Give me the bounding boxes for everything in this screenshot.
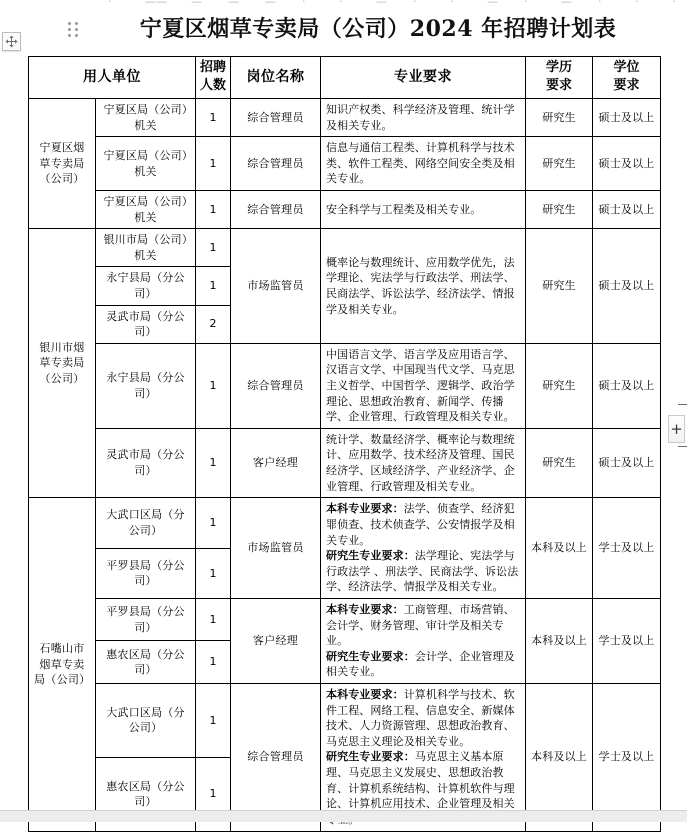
major-requirement-lead: 本科专业要求： [326,602,404,616]
unit-group-line: 局（公司） [34,673,91,687]
cell-recruit-count: 1 [196,137,231,191]
major-requirement-text: 计算机科学与技术、软件工程、网络工程、信息安全、新媒体技术、人力资源管理、思想政治教育、马克思主义理论及相关专业。 [326,688,515,748]
clipped-text-fragment: — [376,0,387,7]
unit-group-line: 宁夏区烟 [39,141,85,155]
cell-unit-name: 大武口区局（分公司） [96,684,196,758]
major-requirement-text: 中国语言文学、语言学及应用语言学、汉语言文学、中国现当代文学、马克思主义哲学、中国哲学、逻辑学、政治学理论、思想政治教育、新闻学、传播学、企业管理、行政管理及相关专业。 [326,347,515,424]
table-row [29,684,661,758]
major-requirement-lead: 研究生专业要求： [326,750,415,764]
column-header-education-line2: 要求 [545,78,572,94]
add-column-button[interactable]: + [668,415,685,443]
major-requirement-paragraph [326,432,520,494]
major-requirement-text: 知识产权类、科学经济及管理、统计学及相关专业。 [326,102,515,132]
column-header-degree-line1: 学位 [613,60,640,75]
major-requirement-lead: 研究生专业要求： [326,649,415,663]
major-requirement-lead: 研究生专业要求： [326,549,415,563]
table-header-row [29,57,661,99]
cell-degree-requirement: 硕士及以上 [593,190,661,228]
major-requirement-paragraph [326,602,520,649]
drag-dot [75,28,78,31]
cell-degree-requirement: 学士及以上 [593,684,661,831]
cell-unit-group [29,98,96,228]
unit-group-line: 银川市烟 [39,340,85,354]
clipped-text-fragment: · [302,0,306,7]
major-requirement-text: 法学理论、宪法学与行政法学 、刑法学、民商法学、诉讼法学、经济法学、情报学及相关专业。 [326,549,519,594]
cell-post-name: 综合管理员 [231,190,321,228]
cell-unit-name: 平罗县局（分公司） [96,548,196,598]
table-row [29,137,661,191]
clipped-text-fragment: · [524,0,528,7]
cell-post-name: 客户经理 [231,428,321,497]
recruitment-plan-table-wrap [28,56,660,832]
cell-recruit-count: 1 [196,229,231,267]
cell-education-requirement: 研究生 [526,190,593,228]
table-row [29,229,661,267]
table-row [29,428,661,497]
cell-major-requirement [321,498,526,599]
unit-group-line: 草专卖局 [39,356,85,370]
clipped-text-fragment: · [108,0,112,7]
cell-degree-requirement: 学士及以上 [593,598,661,683]
cell-degree-requirement: 硕士及以上 [593,428,661,497]
edge-tick-upper [678,404,687,405]
cell-unit-name: 永宁县局（分公司） [96,267,196,305]
table-header [29,57,661,99]
cell-degree-requirement: 学士及以上 [593,498,661,599]
major-requirement-paragraph [326,347,520,425]
cell-education-requirement: 研究生 [526,137,593,191]
column-header-education-line1: 学历 [545,60,572,75]
cell-post-name: 综合管理员 [231,98,321,136]
cell-education-requirement: 本科及以上 [526,684,593,831]
cell-unit-name: 大武口区局（分公司） [96,498,196,548]
column-header-count-line2: 人数 [199,78,226,94]
cell-unit-name: 宁夏区局（公司）机关 [96,98,196,136]
major-requirement-paragraph [326,501,520,548]
clipped-text-fragment: — [265,0,276,7]
cell-recruit-count: 1 [196,757,231,831]
major-requirement-text: 工商管理、市场营销、会计学、财务管理、审计学及相关专业。 [326,602,515,648]
cell-unit-name: 灵武市局（分公司） [96,305,196,343]
major-requirement-text: 会计学、企业管理及相关专业。 [326,649,515,679]
column-header-unit: 用人单位 [29,57,196,99]
major-requirement-paragraph [326,202,520,218]
major-requirement-paragraph [326,649,520,680]
document-title: 宁夏区烟草专卖局（公司）2024 年招聘计划表 [139,16,617,42]
column-header-degree [593,57,661,99]
cell-major-requirement [321,98,526,136]
column-header-count [196,57,231,99]
cell-unit-name: 灵武市局（分公司） [96,428,196,497]
cell-unit-name: 永宁县局（分公司） [96,343,196,428]
major-requirement-text: 安全科学与工程类及相关专业。 [326,202,482,216]
cell-unit-group [29,498,96,831]
cell-post-name: 综合管理员 [231,137,321,191]
major-requirement-text: 马克思主义基本原理、马克思主义发展史、思想政治教育、计算机系统结构、计算机软件与理论、计算机应用技术、企业管理及相关 [326,750,515,811]
table-row [29,498,661,548]
cell-unit-name: 宁夏区局（公司）机关 [96,190,196,228]
column-header-post: 岗位名称 [231,57,321,99]
table-row [29,190,661,228]
unit-group-line: 草专卖局 [39,156,85,170]
clipped-text-fragment: — [191,0,202,7]
bottom-chrome-bar [0,810,687,822]
drag-dot [75,34,78,37]
column-header-count-line1: 招聘 [199,60,226,75]
major-requirement-lead: 本科专业要求： [326,502,404,516]
table-row [29,598,661,641]
clipped-text-fragment: — [228,0,239,7]
unit-group-line: （公司） [39,172,85,186]
recruitment-plan-table [28,56,661,832]
column-header-degree-line2: 要求 [613,78,640,94]
unit-group-line: 石嘴山市 [39,641,85,655]
cell-unit-name: 银川市局（公司）机关 [96,229,196,267]
major-requirement-paragraph [326,687,520,749]
clipped-text-sliver [0,0,687,7]
cell-recruit-count: 1 [196,98,231,136]
cell-recruit-count: 1 [196,343,231,428]
major-requirement-paragraph [326,140,520,187]
cell-post-name: 市场监管员 [231,498,321,599]
cell-recruit-count: 1 [196,428,231,497]
clipped-text-fragment: · [598,0,602,7]
cell-major-requirement [321,598,526,683]
cell-unit-name: 惠农区局（分公司） [96,641,196,684]
cell-major-requirement [321,684,526,831]
cell-degree-requirement: 硕士及以上 [593,229,661,344]
major-requirement-text: 信息与通信工程类、计算机科学与技术类、软件工程类、网络空间安全类及相关专业。 [326,141,515,186]
clipped-text-fragment: · [339,0,343,7]
cell-education-requirement: 本科及以上 [526,598,593,683]
cell-education-requirement: 研究生 [526,343,593,428]
cell-post-name: 综合管理员 [231,684,321,831]
table-body [29,98,661,831]
cell-major-requirement [321,229,526,344]
cell-education-requirement: 研究生 [526,98,593,136]
clipped-text-fragment: — [561,0,572,7]
major-requirement-paragraph [326,102,520,133]
major-requirement-text: 概率论与数理统计、应用数学优先，法学理论、宪法学与行政法学、刑法学、民商法学、诉讼法学、经济法学、情报学及相关专业。 [326,255,515,316]
column-header-education [526,57,593,99]
cell-recruit-count: 1 [196,684,231,758]
drag-dot [75,22,78,25]
major-requirement-lead: 本科专业要求： [326,688,404,702]
clipped-text-fragment: · [672,0,676,7]
cell-recruit-count: 1 [196,641,231,684]
drag-dot [68,28,71,31]
cell-recruit-count: 2 [196,305,231,343]
cell-degree-requirement: 硕士及以上 [593,137,661,191]
cell-education-requirement: 本科及以上 [526,498,593,599]
cell-unit-name: 惠农区局（分公司） [96,757,196,831]
cell-recruit-count: 1 [196,498,231,548]
drag-dot [68,22,71,25]
cell-unit-name: 宁夏区局（公司）机关 [96,137,196,191]
major-requirement-text: 统计学、数量经济学、概率论与数理统计、应用数学、技术经济及管理、国民经济学、区域经济学、产业经济学、企业管理、行政管理及相关专业。 [326,432,515,493]
cell-recruit-count: 1 [196,190,231,228]
cell-recruit-count: 1 [196,267,231,305]
cell-recruit-count: 1 [196,598,231,641]
major-requirement-paragraph [326,548,520,595]
cell-unit-group [29,229,96,498]
cell-unit-name: 平罗县局（分公司） [96,598,196,641]
cell-education-requirement: 研究生 [526,229,593,344]
table-row [29,343,661,428]
cell-post-name: 市场监管员 [231,229,321,344]
clipped-text-fragment: —— [145,0,167,7]
major-requirement-text: 法学、侦查学、经济犯罪侦查、技术侦查学、公安情报学及相关专业。 [326,502,515,547]
cell-recruit-count: 1 [196,548,231,598]
cell-major-requirement [321,137,526,191]
cell-education-requirement: 研究生 [526,428,593,497]
clipped-text-fragment: — [487,0,498,7]
table-row [29,98,661,136]
six-dot-drag-handle-icon[interactable] [68,22,79,38]
column-header-major: 专业要求 [321,57,526,99]
cell-degree-requirement: 硕士及以上 [593,343,661,428]
edge-tick-lower [678,446,687,447]
cell-major-requirement [321,190,526,228]
cell-major-requirement [321,428,526,497]
clipped-text-fragment: · [635,0,639,7]
clipped-text-fragment: · [450,0,454,7]
title-row [0,10,687,48]
drag-dot [68,34,71,37]
cell-major-requirement [321,343,526,428]
cell-degree-requirement: 硕士及以上 [593,98,661,136]
major-requirement-paragraph [326,255,520,317]
unit-group-line: （公司） [39,372,85,386]
unit-group-line: 烟草专卖 [39,657,85,671]
clipped-text-fragment: · [413,0,417,7]
cell-post-name: 客户经理 [231,598,321,683]
cell-post-name: 综合管理员 [231,343,321,428]
